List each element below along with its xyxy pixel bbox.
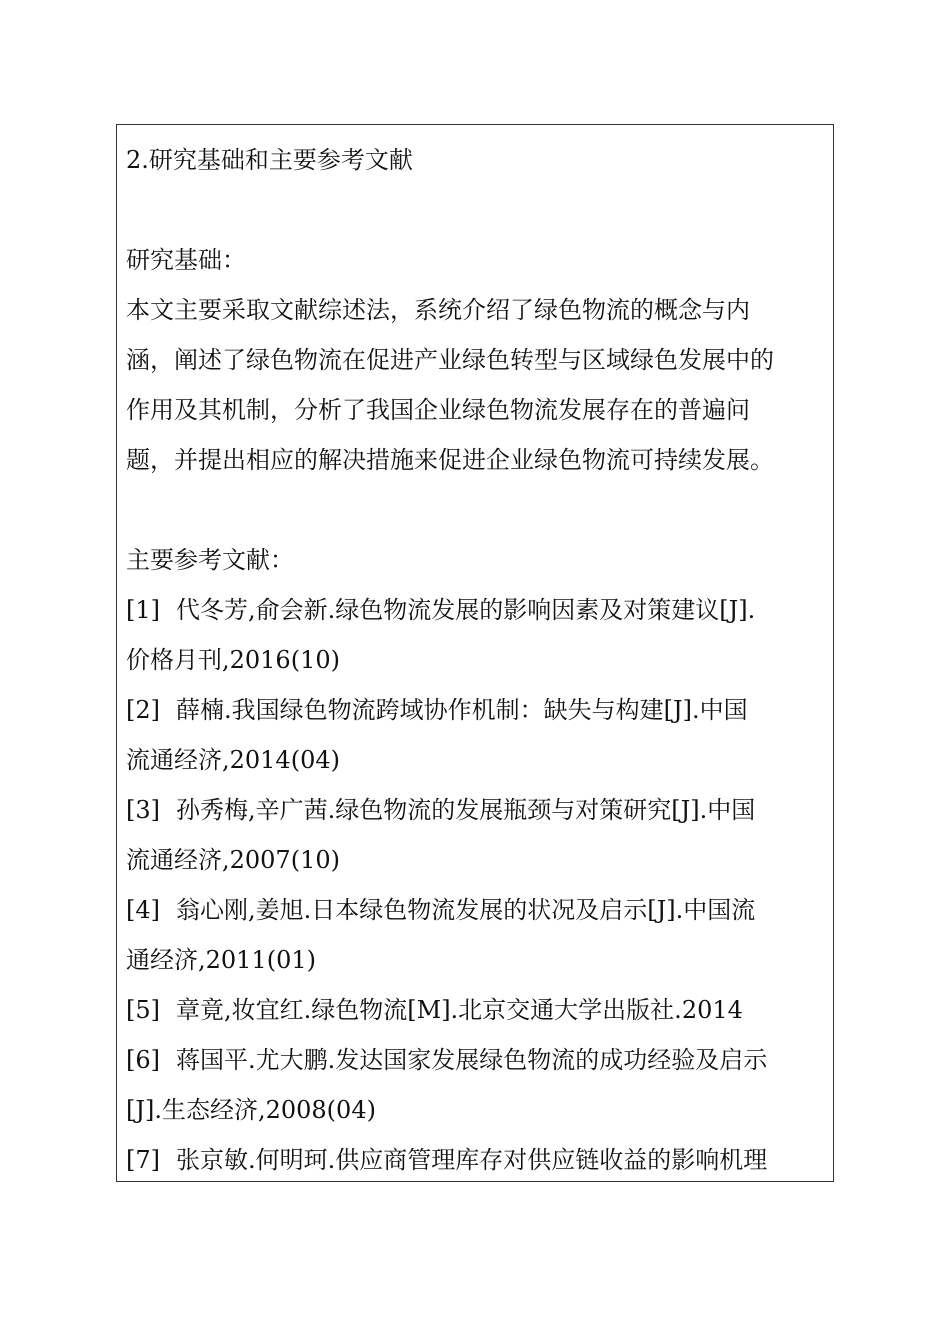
reference-text: 张京敏.何明珂.供应商管理库存对供应链收益的影响机理 [176, 1146, 768, 1174]
reference-number: [5] [126, 996, 160, 1024]
reference-text: 蒋国平.尤大鹏.发达国家发展绿色物流的成功经验及启示 [176, 1046, 768, 1074]
document-frame [116, 124, 834, 1182]
reference-item [126, 985, 743, 1035]
reference-number: [2] [126, 696, 160, 724]
reference-item [126, 1135, 767, 1182]
reference-text: 薛楠.我国绿色物流跨域协作机制：缺失与构建[J].中国 [176, 696, 748, 724]
reference-number: [3] [126, 796, 160, 824]
basis-line: 涵，阐述了绿色物流在促进产业绿色转型与区域绿色发展中的 [126, 346, 774, 374]
reference-continuation: 价格月刊,2016(10) [126, 646, 340, 674]
reference-number: [7] [126, 1146, 160, 1174]
section-title: 2.研究基础和主要参考文献 [126, 146, 413, 174]
reference-number: [1] [126, 596, 160, 624]
reference-item [126, 1035, 767, 1085]
reference-continuation: 流通经济,2014(04) [126, 746, 340, 774]
basis-line: 题，并提出相应的解决措施来促进企业绿色物流可持续发展。 [126, 446, 774, 474]
reference-text: 章竟,妆宜红.绿色物流[M].北京交通大学出版社.2014 [176, 996, 743, 1024]
reference-number: [6] [126, 1046, 160, 1074]
reference-item [126, 785, 755, 835]
reference-text: 孙秀梅,辛广茜.绿色物流的发展瓶颈与对策研究[J].中国 [176, 796, 756, 824]
reference-continuation: 流通经济,2007(10) [126, 846, 340, 874]
reference-text: 翁心刚,姜旭.日本绿色物流发展的状况及启示[J].中国流 [176, 896, 756, 924]
basis-line: 作用及其机制，分析了我国企业绿色物流发展存在的普遍问 [126, 396, 750, 424]
reference-item [126, 685, 748, 735]
reference-item [126, 585, 755, 635]
reference-continuation: 通经济,2011(01) [126, 946, 316, 974]
basis-heading: 研究基础： [126, 246, 246, 274]
reference-continuation: [J].生态经济,2008(04) [126, 1096, 376, 1124]
reference-number: [4] [126, 896, 160, 924]
basis-line: 本文主要采取文献综述法，系统介绍了绿色物流的概念与内 [126, 296, 750, 324]
reference-item [126, 885, 755, 935]
references-heading: 主要参考文献： [126, 546, 294, 574]
reference-text: 代冬芳,俞会新.绿色物流发展的影响因素及对策建议[J]. [176, 596, 756, 624]
